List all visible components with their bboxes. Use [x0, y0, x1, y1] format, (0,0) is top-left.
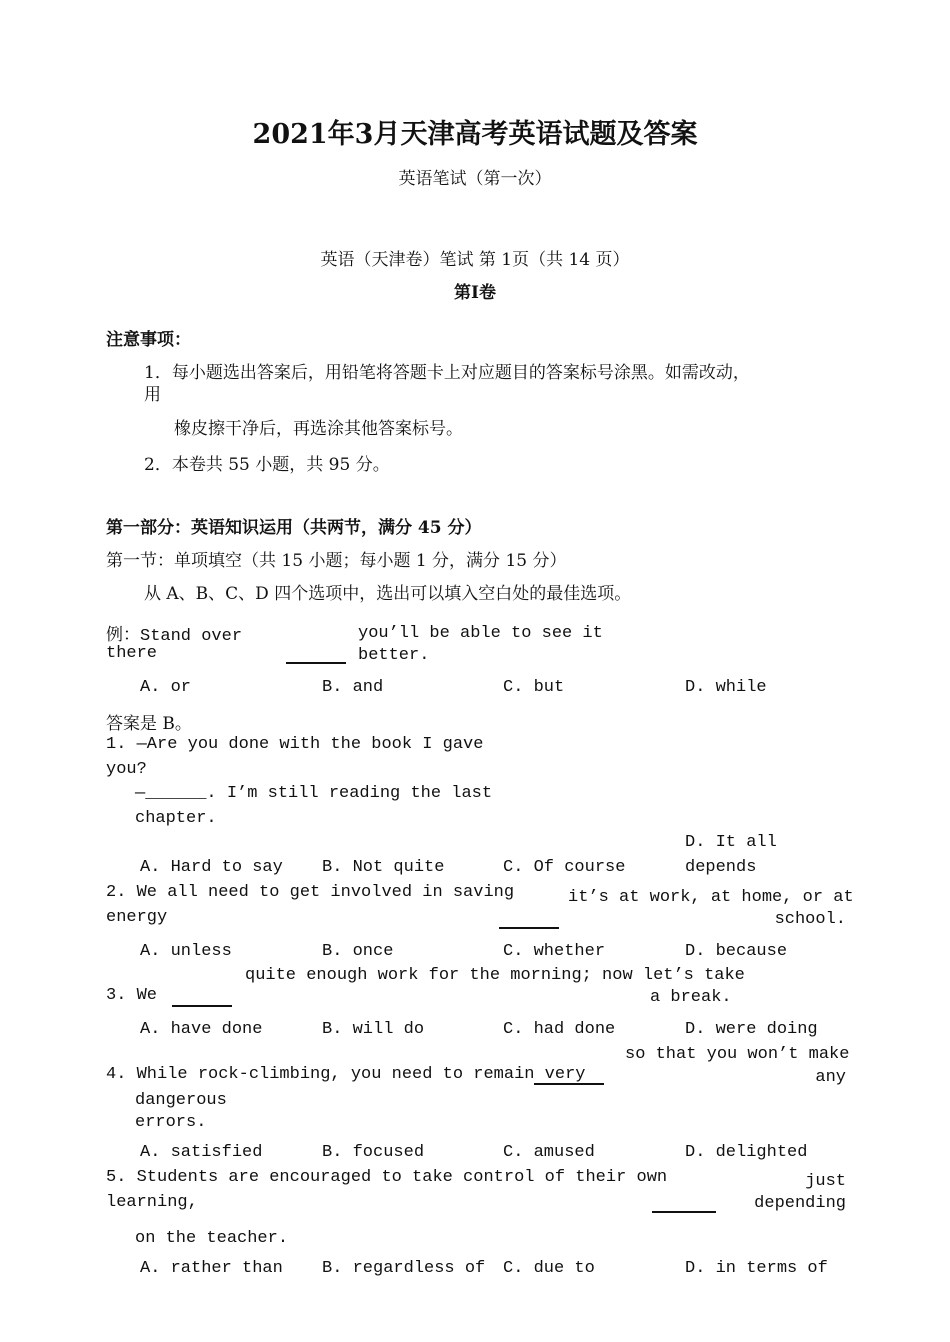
document-subtitle: 英语笔试（第一次）	[398, 169, 552, 189]
option-b: B. Not quite	[322, 858, 445, 877]
question-5-stem-wrap: learning,	[106, 1193, 198, 1212]
question-2-stem-end: school.	[774, 910, 846, 929]
example-stem-end: better.	[358, 646, 430, 665]
option-c: C. had done	[503, 1020, 616, 1039]
option-c: C. but	[503, 678, 565, 697]
notice-item-1-cont: 橡皮擦干净后，再选涂其他答案标号。	[174, 419, 463, 439]
option-c: C. whether	[503, 942, 606, 961]
option-c: C. due to	[503, 1259, 595, 1278]
option-a: A. rather than	[140, 1259, 283, 1278]
option-d: D. in terms of	[685, 1259, 828, 1278]
question-3-stem-end: a break.	[650, 988, 732, 1007]
option-d: D. were doing	[685, 1020, 818, 1039]
question-1-stem-wrap: you?	[106, 760, 147, 779]
option-a: A. unless	[140, 942, 232, 961]
option-d: D. It all	[685, 833, 777, 852]
question-1-reply-wrap: chapter.	[135, 809, 217, 828]
answer-blank	[499, 927, 559, 929]
option-b: B. regardless of	[322, 1259, 486, 1278]
answer-blank	[534, 1083, 604, 1085]
question-3-stem: 3. We	[106, 986, 158, 1005]
option-c: C. amused	[503, 1143, 595, 1162]
option-d: D. delighted	[685, 1143, 808, 1162]
section1-instruction: 从 A、B、C、D 四个选项中，选出可以填入空白处的最佳选项。	[144, 584, 632, 604]
question-5-stem: 5. Students are encouraged to take control of their own	[106, 1168, 668, 1187]
option-b: B. will do	[322, 1020, 425, 1039]
answer-blank	[286, 662, 346, 664]
option-d-wrap: depends	[685, 858, 757, 877]
question-5-stem-cont-wrap: depending	[754, 1194, 846, 1213]
notice-heading: 注意事项：	[106, 330, 191, 350]
question-1-reply: —______. I’m still reading the last	[135, 784, 493, 803]
answer-blank	[172, 1005, 232, 1007]
question-5-stem-cont: just	[805, 1172, 846, 1191]
question-4-stem-end: dangerous	[135, 1091, 227, 1110]
option-a: A. or	[140, 678, 192, 697]
option-c: C. Of course	[503, 858, 626, 877]
option-a: A. have done	[140, 1020, 263, 1039]
question-3-stem-cont: quite enough work for the morning; now let’s take	[245, 966, 745, 985]
option-b: B. focused	[322, 1143, 425, 1162]
example-stem: 例：Stand over	[106, 627, 243, 646]
volume-heading: 第Ⅰ卷	[454, 283, 496, 303]
notice-item-1: 1．每小题选出答案后，用铅笔将答题卡上对应题目的答案标号涂黑。如需改动，	[144, 363, 750, 383]
option-b: B. and	[322, 678, 384, 697]
page-info: 英语（天津卷）笔试 第 1页（共 14 页）	[320, 250, 630, 270]
example-stem-wrap: there	[106, 644, 158, 663]
part1-heading: 第一部分：英语知识运用（共两节，满分 45 分）	[106, 518, 482, 538]
question-4-stem: 4. While rock-climbing, you need to remain very	[106, 1065, 586, 1084]
option-b: B. once	[322, 942, 394, 961]
question-1-stem: 1. —Are you done with the book I gave	[106, 735, 484, 754]
example-answer: 答案是 B。	[106, 714, 192, 734]
question-4-stem-cont-wrap: any	[815, 1068, 846, 1087]
question-4-stem-cont: so that you won’t make	[625, 1045, 850, 1064]
option-d: D. because	[685, 942, 788, 961]
question-2-stem-wrap: energy	[106, 908, 168, 927]
example-stem-cont: you’ll be able to see it	[358, 624, 603, 643]
notice-item-2: 2．本卷共 55 小题，共 95 分。	[144, 455, 390, 475]
option-a: A. satisfied	[140, 1143, 263, 1162]
document-title: 2021年3月天津高考英语试题及答案	[252, 119, 698, 150]
option-d: D. while	[685, 678, 767, 697]
option-a: A. Hard to say	[140, 858, 283, 877]
section1-heading: 第一节：单项填空（共 15 小题；每小题 1 分，满分 15 分）	[106, 551, 567, 571]
notice-item-1-wrap: 用	[144, 385, 161, 405]
question-2-stem-cont: it’s at work, at home, or at	[568, 888, 854, 907]
question-5-stem-end: on the teacher.	[135, 1229, 289, 1248]
question-4-stem-end-wrap: errors.	[135, 1113, 207, 1132]
question-2-stem: 2. We all need to get involved in saving	[106, 883, 515, 902]
